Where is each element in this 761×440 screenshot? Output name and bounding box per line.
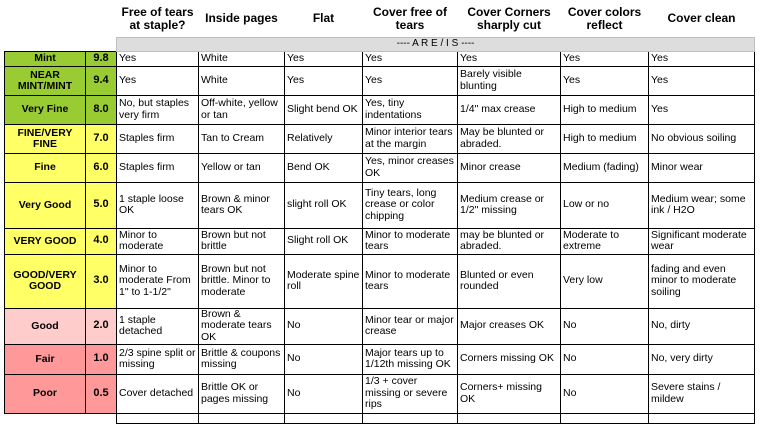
grade-score: 0.5 — [86, 374, 117, 413]
grade-row — [5, 308, 755, 344]
header-blank — [86, 1, 117, 37]
cell-cover-clean: Minor wear — [649, 153, 755, 182]
grade-name: Very Fine — [5, 95, 86, 124]
cell-cover-clean: Significant moderate wear — [649, 228, 755, 254]
cell-staple-tears: Yes — [117, 51, 199, 66]
header-staple-tears: Free of tears at staple? — [121, 4, 194, 32]
cell-staple-tears: 1 staple detached — [117, 308, 199, 344]
footer-cell — [86, 413, 117, 423]
grade-score: 9.4 — [86, 66, 117, 95]
cell-inside-pages: Brown & moderate tears OK — [199, 308, 285, 344]
cell-cover-tears: Yes, minor creases OK — [363, 153, 458, 182]
grade-score: 2.0 — [86, 308, 117, 344]
cell-cover-tears: Major tears up to 1/12th missing OK — [363, 344, 458, 374]
cell-cover-colors: High to medium — [561, 124, 649, 153]
cell-flat: Yes — [285, 66, 363, 95]
grade-name: FINE/VERY FINE — [5, 124, 86, 153]
cell-cover-corners: Blunted or even rounded — [458, 254, 561, 308]
footer-cell — [5, 413, 86, 423]
header-inside-pages: Inside pages — [205, 11, 278, 26]
cell-cover-tears: Yes — [363, 51, 458, 66]
header-blank — [5, 1, 86, 37]
cell-flat: Relatively — [285, 124, 363, 153]
cell-staple-tears: Yes — [117, 66, 199, 95]
header-row — [5, 1, 755, 37]
grade-name: GOOD/VERY GOOD — [5, 254, 86, 308]
cell-cover-corners: may be blunted or abraded. — [458, 228, 561, 254]
cell-staple-tears: Cover detached — [117, 374, 199, 413]
cell-staple-tears: 2/3 spine split or missing — [117, 344, 199, 374]
footer-cell — [285, 413, 363, 423]
footer-cell — [363, 413, 458, 423]
cell-flat: No — [285, 344, 363, 374]
grade-row — [5, 374, 755, 413]
cell-cover-clean: Yes — [649, 51, 755, 66]
grade-row — [5, 95, 755, 124]
grade-score: 9.8 — [86, 51, 117, 66]
footer-cell — [458, 413, 561, 423]
cell-cover-corners: Major creases OK — [458, 308, 561, 344]
cell-staple-tears: No, but staples very firm — [117, 95, 199, 124]
cell-cover-clean: Yes — [649, 95, 755, 124]
cell-inside-pages: Brittle OK or pages missing — [199, 374, 285, 413]
cell-cover-colors: High to medium — [561, 95, 649, 124]
grade-name: VERY GOOD — [5, 228, 86, 254]
grade-score: 3.0 — [86, 254, 117, 308]
cell-cover-clean: Severe stains / mildew — [649, 374, 755, 413]
grade-row — [5, 153, 755, 182]
grade-score: 4.0 — [86, 228, 117, 254]
cell-flat: No — [285, 308, 363, 344]
cell-cover-tears: Yes — [363, 66, 458, 95]
grade-row — [5, 66, 755, 95]
grade-score: 7.0 — [86, 124, 117, 153]
cell-cover-clean: fading and even minor to moderate soiling — [649, 254, 755, 308]
cell-inside-pages: Brown & minor tears OK — [199, 182, 285, 228]
grading-table — [4, 1, 755, 424]
cell-cover-tears: 1/3 + cover missing or severe rips — [363, 374, 458, 413]
grade-name: Fair — [5, 344, 86, 374]
footer-cell — [117, 413, 199, 423]
grade-row — [5, 51, 755, 66]
cell-cover-colors: Yes — [561, 51, 649, 66]
cell-flat: Bend OK — [285, 153, 363, 182]
cell-staple-tears: Staples firm — [117, 124, 199, 153]
grade-row — [5, 182, 755, 228]
grade-row — [5, 124, 755, 153]
cell-inside-pages: Brown but not brittle — [199, 228, 285, 254]
grade-row — [5, 344, 755, 374]
cell-cover-tears: Minor to moderate tears — [363, 228, 458, 254]
cell-cover-colors: Moderate to extreme — [561, 228, 649, 254]
cell-cover-corners: Medium crease or 1/2" missing — [458, 182, 561, 228]
cell-cover-colors: Yes — [561, 66, 649, 95]
cell-cover-clean: Medium wear; some ink / H2O — [649, 182, 755, 228]
grade-row — [5, 254, 755, 308]
header-flat: Flat — [312, 11, 335, 26]
cell-inside-pages: Brittle & coupons missing — [199, 344, 285, 374]
footer-cell — [199, 413, 285, 423]
cell-cover-colors: No — [561, 374, 649, 413]
grade-name: NEAR MINT/MINT — [5, 66, 86, 95]
cell-cover-colors: Medium (fading) — [561, 153, 649, 182]
cell-cover-corners: Corners missing OK — [458, 344, 561, 374]
cell-cover-tears: Minor tear or major crease — [363, 308, 458, 344]
grade-score: 8.0 — [86, 95, 117, 124]
grade-row — [5, 228, 755, 254]
header-cover-tears: Cover free of tears — [372, 4, 448, 32]
cell-inside-pages: Off-white, yellow or tan — [199, 95, 285, 124]
cell-cover-clean: No, dirty — [649, 308, 755, 344]
cell-staple-tears: Minor to moderate From 1" to 1-1/2" — [117, 254, 199, 308]
cell-flat: Yes — [285, 51, 363, 66]
header-cover-corners: Cover Corners sharply cut — [467, 4, 551, 32]
cell-cover-clean: Yes — [649, 66, 755, 95]
banner-blank — [86, 37, 117, 51]
cell-cover-colors: No — [561, 344, 649, 374]
header-cover-colors: Cover colors reflect — [567, 4, 642, 32]
cell-staple-tears: 1 staple loose OK — [117, 182, 199, 228]
cell-cover-clean: No obvious soiling — [649, 124, 755, 153]
cell-cover-colors: No — [561, 308, 649, 344]
are-is-banner: ---- A R E / I S ---- — [117, 37, 755, 51]
cell-cover-corners: May be blunted or abraded. — [458, 124, 561, 153]
cell-cover-colors: Low or no — [561, 182, 649, 228]
grade-name: Very Good — [5, 182, 86, 228]
cell-flat: Moderate spine roll — [285, 254, 363, 308]
cell-cover-clean: No, very dirty — [649, 344, 755, 374]
grade-name: Mint — [5, 51, 86, 66]
cell-cover-tears: Minor interior tears at the margin — [363, 124, 458, 153]
cell-cover-tears: Minor to moderate tears — [363, 254, 458, 308]
cell-inside-pages: Tan to Cream — [199, 124, 285, 153]
footer-row — [5, 413, 755, 423]
cell-flat: No — [285, 374, 363, 413]
cell-flat: Slight roll OK — [285, 228, 363, 254]
cell-cover-corners: 1/4" max crease — [458, 95, 561, 124]
cell-cover-corners: Yes — [458, 51, 561, 66]
cell-inside-pages: White — [199, 51, 285, 66]
header-cover-clean: Cover clean — [667, 11, 736, 26]
banner-row — [5, 37, 755, 51]
cell-cover-tears: Tiny tears, long crease or color chipping — [363, 182, 458, 228]
cell-staple-tears: Staples firm — [117, 153, 199, 182]
cell-cover-tears: Yes, tiny indentations — [363, 95, 458, 124]
cell-cover-colors: Very low — [561, 254, 649, 308]
grade-score: 5.0 — [86, 182, 117, 228]
grade-score: 1.0 — [86, 344, 117, 374]
cell-cover-corners: Minor crease — [458, 153, 561, 182]
cell-inside-pages: Yellow or tan — [199, 153, 285, 182]
cell-inside-pages: Brown but not brittle. Minor to moderate — [199, 254, 285, 308]
grade-name: Fine — [5, 153, 86, 182]
cell-cover-corners: Barely visible blunting — [458, 66, 561, 95]
cell-inside-pages: White — [199, 66, 285, 95]
cell-cover-corners: Corners+ missing OK — [458, 374, 561, 413]
banner-blank — [5, 37, 86, 51]
footer-cell — [561, 413, 649, 423]
grade-name: Good — [5, 308, 86, 344]
cell-flat: Slight bend OK — [285, 95, 363, 124]
grade-score: 6.0 — [86, 153, 117, 182]
grade-name: Poor — [5, 374, 86, 413]
cell-staple-tears: Minor to moderate — [117, 228, 199, 254]
cell-flat: slight roll OK — [285, 182, 363, 228]
footer-cell — [649, 413, 755, 423]
